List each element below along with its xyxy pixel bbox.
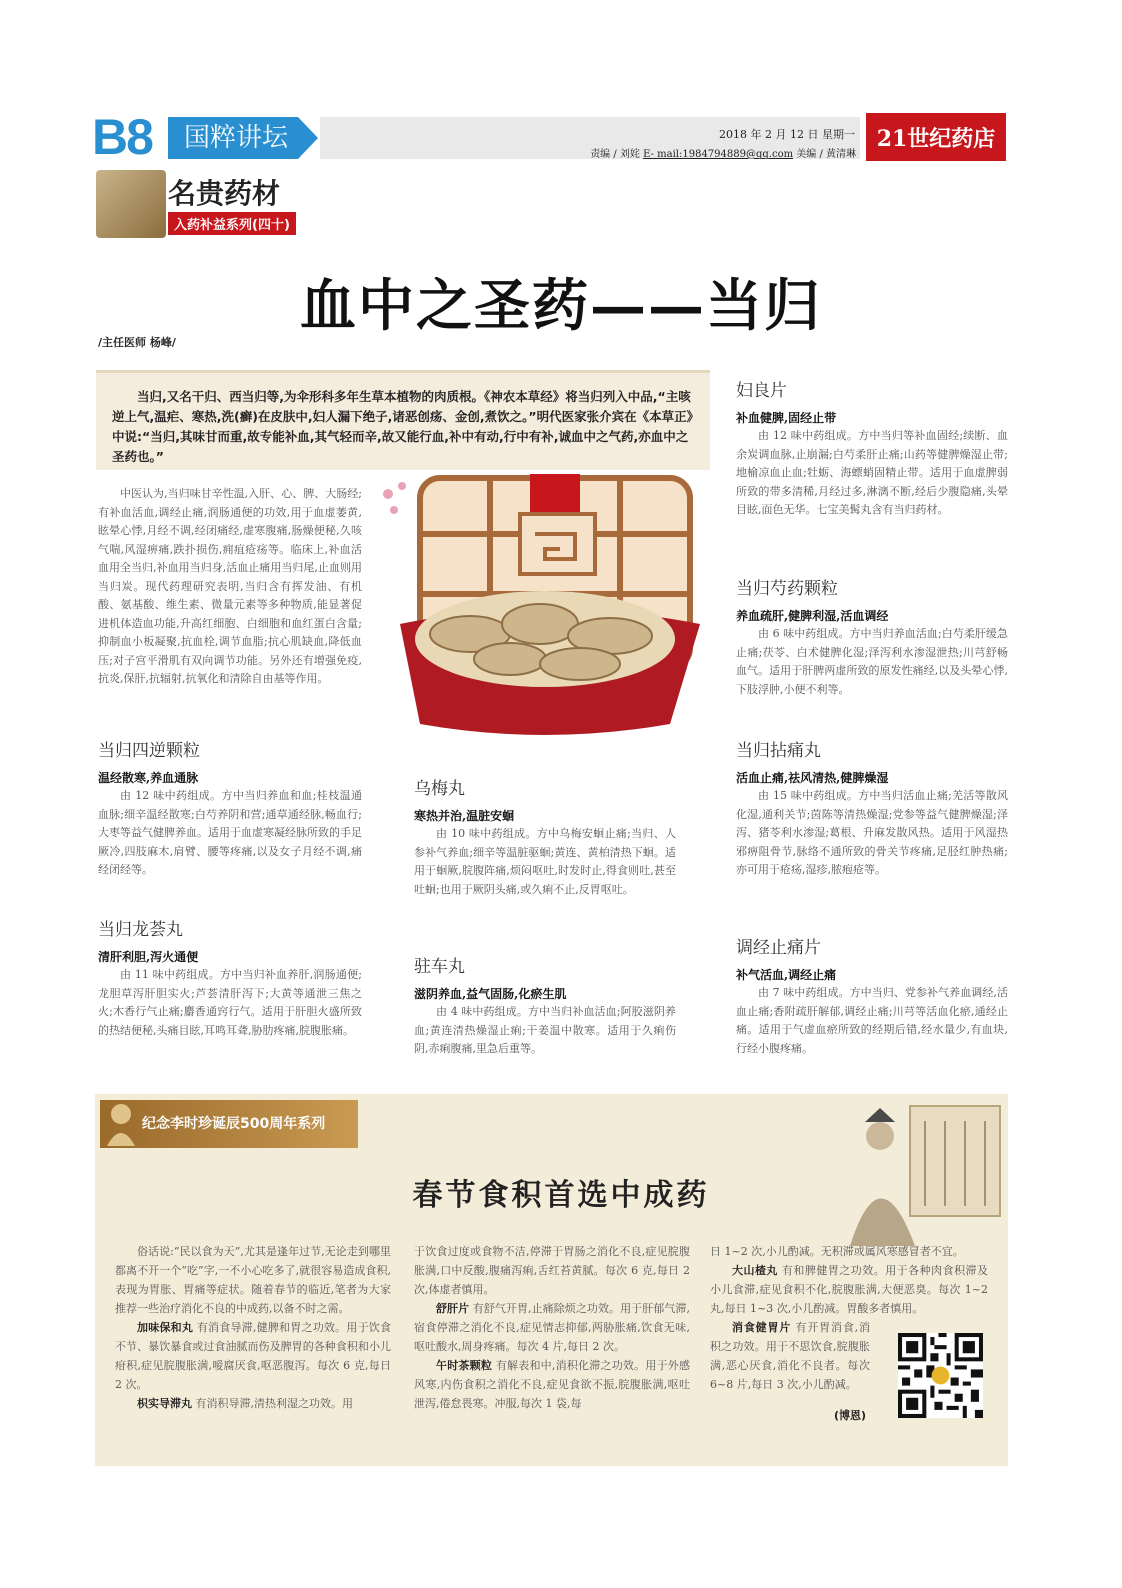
page-code: B8 [92, 109, 152, 165]
article-body-text: 中医认为,当归味甘辛性温,入肝、心、脾、大肠经;有补血活血,调经止痛,润肠通便的功效,用于血虚萎黄,眩晕心悸,月经不调,经闭痛经,虚寒腹痛,肠燥便秘,久咳气喘,风湿痹痛,跌扑损伤,痈疽疮疡等。临床上,补血活血用全当归,补血用当归身,活血止痛用当归尾,止血则用当归炭。现代药理研究表明,当归含有挥发油、有机酸、氨基酸、维生素、微量元素等多种物质,能显著促进机体造血功能,升高红细胞、白细胞和血红蛋白含量;抑制血小板凝聚,抗血栓,调节血脂;抗心肌缺血,降低血压;对子宫平滑肌有双向调节功能。另外还有增强免疫,抗炎,保肝,抗辐射,抗氧化和清除自由基等作用。 [98, 487, 362, 685]
series-tag-text: 纪念李时珍诞辰500周年系列 [142, 1116, 326, 1132]
banner-title: 名贵药材 [168, 177, 281, 210]
medicine-description: 由 10 味中药组成。方中乌梅安蛔止痛;当归、人参补气养血;细辛等温脏驱蛔;黄连、黄柏清热下蛔。适用于蛔厥,脘腹阵痛,烦闷呕吐,时发时止,得食则吐,甚至吐蛔;也用于厥阴头痛,或久痢不止,反胃呕吐。 [414, 827, 676, 896]
medicine-description: 由 12 味中药组成。方中当归等补血固经;续断、血余炭调血脉,止崩漏;白芍柔肝止痛;山药等健脾燥湿止带;地榆凉血止血;牡蛎、海螵蛸固精止带。适用于血虚脾弱所致的带多清稀,月经过多,淋漓不断,经后少腹隐痛,头晕目眩,面色无华。七宝美髯丸含有当归药材。 [736, 429, 1008, 516]
series-paragraph: 俗话说:“民以食为天”,尤其是逢年过节,无论走到哪里都离不开一个“吃”字,一不小心吃多了,就很容易造成食积,表现为胃胀、胃痛等症状。随着春节的临近,笔者为大家推荐一些治疗消化不良的中成药,以备不时之需。 [115, 1245, 391, 1315]
series-paragraph: 有开胃消食,消积之功效。用于不思饮食,脘腹胀满,恶心厌食,消化不良者。每次 6~8 片,每日 3 次,小儿酌减。 [710, 1321, 871, 1391]
medicine-block [736, 939, 1008, 1058]
issue-date: 2018 年 2 月 12 日 星期一 [719, 128, 855, 141]
series-column-1 [115, 1242, 391, 1413]
bust-icon [104, 1100, 138, 1146]
section-tab-arrow [298, 117, 318, 159]
series-title: 春节食积首选中成药 [412, 1178, 710, 1213]
series-column-2 [414, 1242, 690, 1413]
angelica-illustration [380, 474, 710, 744]
medicine-title: 当归四逆颗粒 [98, 741, 200, 761]
medicine-title: 乌梅丸 [414, 779, 465, 799]
article-author: /主任医师 杨峰/ [98, 336, 176, 349]
medicine-title: 驻车丸 [414, 957, 465, 977]
series-paragraph: 有舒气开胃,止痛除烦之功效。用于肝郁气滞,宿食停滞之消化不良,症见情志抑郁,两胁胀痛,饮食无味,呕吐酸水,周身疼痛。每次 4 片,每日 2 次。 [414, 1302, 690, 1353]
editor-label: 责编 / 刘姹 [590, 149, 640, 160]
article-title: 血中之圣药——当归 [300, 273, 822, 339]
medicine-block [414, 780, 676, 899]
medicine-title: 当归芍药颗粒 [736, 579, 838, 599]
medicine-effect: 清肝利胆,泻火通便 [98, 949, 199, 964]
remedy-name: 午时茶颗粒 [436, 1359, 493, 1372]
banner-subtitle: 入药补益系列(四十) [168, 212, 296, 235]
banner-herb-image [96, 170, 166, 238]
series-paragraph: 于饮食过度或食物不洁,停滞于胃肠之消化不良,症见脘腹胀满,口中反酸,腹痛泻痢,舌红苔黄腻。每次 6 克,每日 2 次,体虚者慎用。 [414, 1245, 690, 1296]
series-paragraph: 日 1~2 次,小儿酌减。无积滞或属风寒感冒者不宜。 [710, 1245, 964, 1258]
medicine-effect: 活血止痛,祛风清热,健脾燥湿 [736, 770, 889, 785]
medicine-description: 由 4 味中药组成。方中当归补血活血;阿胶滋阴养血;黄连清热燥湿止痢;干姜温中散寒。适用于久痢伤阴,赤痢腹痛,里急后重等。 [414, 1005, 676, 1055]
email-link[interactable]: E- mail:1984794889@qq.com [643, 149, 794, 160]
medicine-description: 由 11 味中药组成。方中当归补血养肝,润肠通便;龙胆草泻肝胆实火;芦荟清肝泻下;大黄等通泄三焦之火;木香行气止痛;麝香通窍行气。适用于肝胆火盛所致的热结便秘,头痛目眩,耳鸣耳聋,胁肋疼痛,脘腹胀痛。 [98, 968, 362, 1037]
medicine-effect: 养血疏肝,健脾利湿,活血调经 [736, 608, 889, 623]
medicine-block [736, 742, 1008, 880]
medicine-block [414, 958, 676, 1059]
designer-label: 美编 / 黄清琳 [796, 149, 856, 160]
medicine-block [736, 382, 1008, 520]
medicine-title: 妇良片 [736, 381, 787, 401]
remedy-name: 舒肝片 [436, 1302, 470, 1315]
remedy-name: 消食健胃片 [732, 1321, 792, 1334]
medicine-effect: 补气活血,调经止痛 [736, 967, 837, 982]
series-paragraph: 有解表和中,消积化滞之功效。用于外感风寒,内伤食积之消化不良,症见食欲不振,脘腹胀满,呕吐泄泻,倦怠畏寒。冲服,每次 1 袋,每 [414, 1359, 691, 1410]
editor-line [520, 145, 856, 160]
publication-logo: 21世纪药店 [866, 113, 1006, 161]
medicine-title: 当归拈痛丸 [736, 741, 821, 761]
medicine-description: 由 7 味中药组成。方中当归、党参补气养血调经,活血止痛;香附疏肝解郁,调经止痛;川芎等活血化瘀,通经止痛。适用于气虚血瘀所致的经期后错,经水量少,有血块,行经小腹疼痛。 [736, 986, 1008, 1055]
qr-code[interactable] [898, 1333, 983, 1418]
series-paragraph: 有消食导滞,健脾和胃之功效。用于饮食不节、暴饮暴食或过食油腻而伤及脾胃的各种食积和小儿疳积,症见脘腹胀满,嗳腐厌食,呕恶腹泻。每次 6 克,每日 2 次。 [115, 1321, 392, 1391]
medicine-effect: 补血健脾,固经止带 [736, 410, 837, 425]
series-paragraph: 有消积导滞,清热利湿之功效。用 [195, 1397, 353, 1410]
medicine-description: 由 12 味中药组成。方中当归养血和血;桂枝温通血脉;细辛温经散寒;白芍养阴和营;通草通经脉,畅血行;大枣等益气健脾养血。适用于血虚寒凝经脉所致的手足厥冷,四肢麻木,肩臂、腰等疼痛,以及女子月经不调,痛经闭经等。 [98, 789, 362, 876]
medicine-title: 当归龙荟丸 [98, 920, 183, 940]
medicine-description: 由 15 味中药组成。方中当归活血止痛;羌活等散风化湿,通利关节;茵陈等清热燥湿;党参等益气健脾燥湿;泽泻、猪苓利水渗湿;葛根、升麻发散风热。适用于风湿热邪痹阻骨节,脉络不通所致的骨关节疼痛,足胫红肿热痛;亦可用于疮疡,湿疹,脓疱疮等。 [736, 789, 1008, 876]
series-signature: (博恩) [834, 1409, 867, 1422]
series-paragraph: 有和脾健胃之功效。用于各种肉食积滞及小儿食滞,症见食积不化,脘腹胀满,大便恶臭。每次 1~2 丸,每日 1~3 次,小儿酌减。胃酸多者慎用。 [710, 1264, 989, 1315]
remedy-name: 枳实导滞丸 [137, 1397, 192, 1410]
remedy-name: 加味保和丸 [137, 1321, 194, 1334]
medicine-effect: 滋阴养血,益气固肠,化瘀生肌 [414, 986, 567, 1001]
medicine-description: 由 6 味中药组成。方中当归养血活血;白芍柔肝缓急止痛;茯苓、白术健脾化湿;泽泻利水渗湿泄热;川芎舒畅血气。适用于肝脾两虚所致的原发性痛经,以及头晕心悸,下肢浮肿,小便不利等。 [736, 627, 1008, 696]
medicine-effect: 温经散寒,养血通脉 [98, 770, 199, 785]
medicine-title: 调经止痛片 [736, 938, 821, 958]
medicine-block [736, 580, 1008, 699]
medicine-block [98, 921, 362, 1040]
medicine-effect: 寒热并治,温脏安蛔 [414, 808, 515, 823]
medicine-block [98, 742, 362, 880]
article-intro: 当归,又名干归、西当归等,为伞形科多年生草本植物的肉质根。《神农本草经》将当归列入中品,“主咳逆上气,温疟、寒热,洗(癣)在皮肤中,妇人漏下绝子,诸恶创疡、金创,煮饮之。”明代医家张介宾在《本草正》中说:“当归,其味甘而重,故专能补血,其气轻而辛,故又能行血,补中有动,行中有补,诚血中之气药,亦血中之圣药也。” [96, 370, 710, 470]
section-tab: 国粹讲坛 [168, 117, 298, 159]
remedy-name: 大山楂丸 [732, 1264, 778, 1277]
article-body [98, 485, 362, 689]
